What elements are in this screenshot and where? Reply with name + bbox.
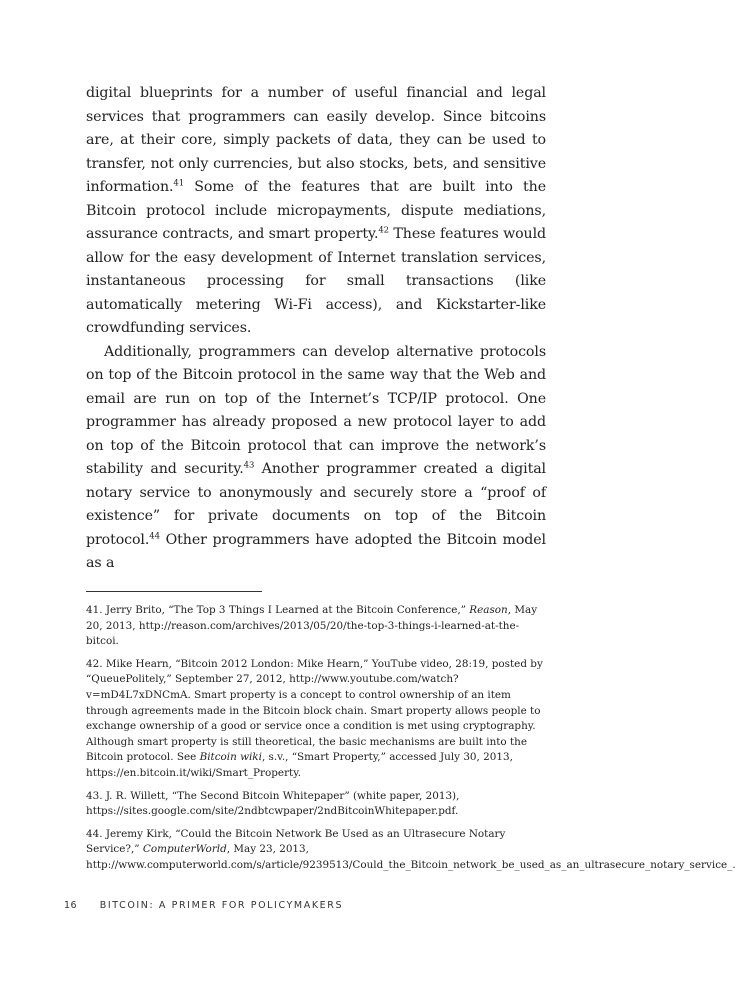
text-run: Other programmers have adopted the Bitcoin model as a: [86, 531, 546, 571]
running-title: BITCOIN: A PRIMER FOR POLICYMAKERS: [99, 900, 344, 911]
footnote: [86, 789, 546, 820]
body-text: [86, 82, 546, 576]
text-run: digital blueprints for a number of useful financial and legal services that programmers can easily develop. Since bitcoins are, at their core, simply packets of data, they can be used to transfer, not only currencies, but also stocks, bets, and sensitive information.: [86, 85, 546, 195]
page-footer: [64, 900, 343, 911]
footnote-separator: [86, 591, 262, 592]
page-number: 16: [64, 900, 78, 911]
footnote-reference: 44: [149, 530, 160, 541]
text-run: These features would allow for the easy development of Internet translation services, instantaneous processing for small transactions (like automatically metering Wi-Fi access), and Kickstarter-like crowdfunding services.: [86, 226, 547, 336]
text-run: 44. Jeremy Kirk, “Could the Bitcoin Network Be Used as an Ultrasecure Notary Service?,”: [86, 827, 506, 856]
text-run: , May 23, 2013, http://www.computerworld.com/s/article/9239513/Could_the_Bitcoin_network_be_used_as_an_ultrasecure_notary_service_.: [86, 843, 736, 871]
body-paragraph-1: [86, 82, 546, 341]
text-run: Additionally, programmers can develop alternative protocols on top of the Bitcoin protocol in the same way that the Web and email are run on top of the Internet’s TCP/IP protocol. One programmer has already proposed a new protocol layer to add on top of the Bitcoin protocol that can improve the network’s stability and security.: [86, 343, 546, 477]
text-run: Another programmer created a digital notary service to anonymously and securely store a “proof of existence” for private documents on top of the Bitcoin protocol.: [86, 461, 546, 548]
italic-text: ComputerWorld: [142, 843, 227, 856]
footnote: [86, 603, 546, 650]
text-run: , May 20, 2013, http://reason.com/archives/2013/05/20/the-top-3-things-i-learned-at-the-bitcoi.: [86, 604, 538, 648]
footnote-reference: 43: [243, 460, 255, 471]
footnote: [86, 827, 736, 874]
body-paragraph-2: [86, 341, 546, 576]
text-run: 43. J. R. Willett, “The Second Bitcoin Whitepaper” (white paper, 2013), https://sites.google.com/site/2ndbtcwpaper/2ndBitcoinWhitepaper.pdf.: [86, 789, 460, 818]
text-run: 42. Mike Hearn, “Bitcoin 2012 London: Mike Hearn,” YouTube video, 28:19, posted by “QueuePolitely,” September 27, 2012, http://www.youtube.com/watch?v=mD4L7xDNCmA. Smart property is a concept to control ownership of an item through agreements made in the Bitcoin block chain. Smart property allows people to exchange ownership of a good or service once a condition is met using cryptography. Although smart property is still theoretical, the basic mechanisms are built into the Bitcoin protocol. See: [86, 657, 543, 764]
footnote-reference: 42: [378, 225, 389, 236]
text-run: Some of the features that are built into the Bitcoin protocol include micropayments, dispute mediations, assurance contracts, and smart property.: [86, 179, 546, 242]
italic-text: Reason: [469, 604, 508, 616]
italic-text: Bitcoin wiki: [199, 751, 262, 764]
footnote-reference: 41: [173, 178, 185, 189]
footnote: [86, 657, 546, 782]
footnotes: [86, 603, 736, 881]
text-run: 41. Jerry Brito, “The Top 3 Things I Learned at the Bitcoin Conference,”: [86, 604, 470, 616]
text-run: , s.v., “Smart Property,” accessed July 30, 2013, https://en.bitcoin.it/wiki/Smart_Property.: [86, 751, 513, 779]
